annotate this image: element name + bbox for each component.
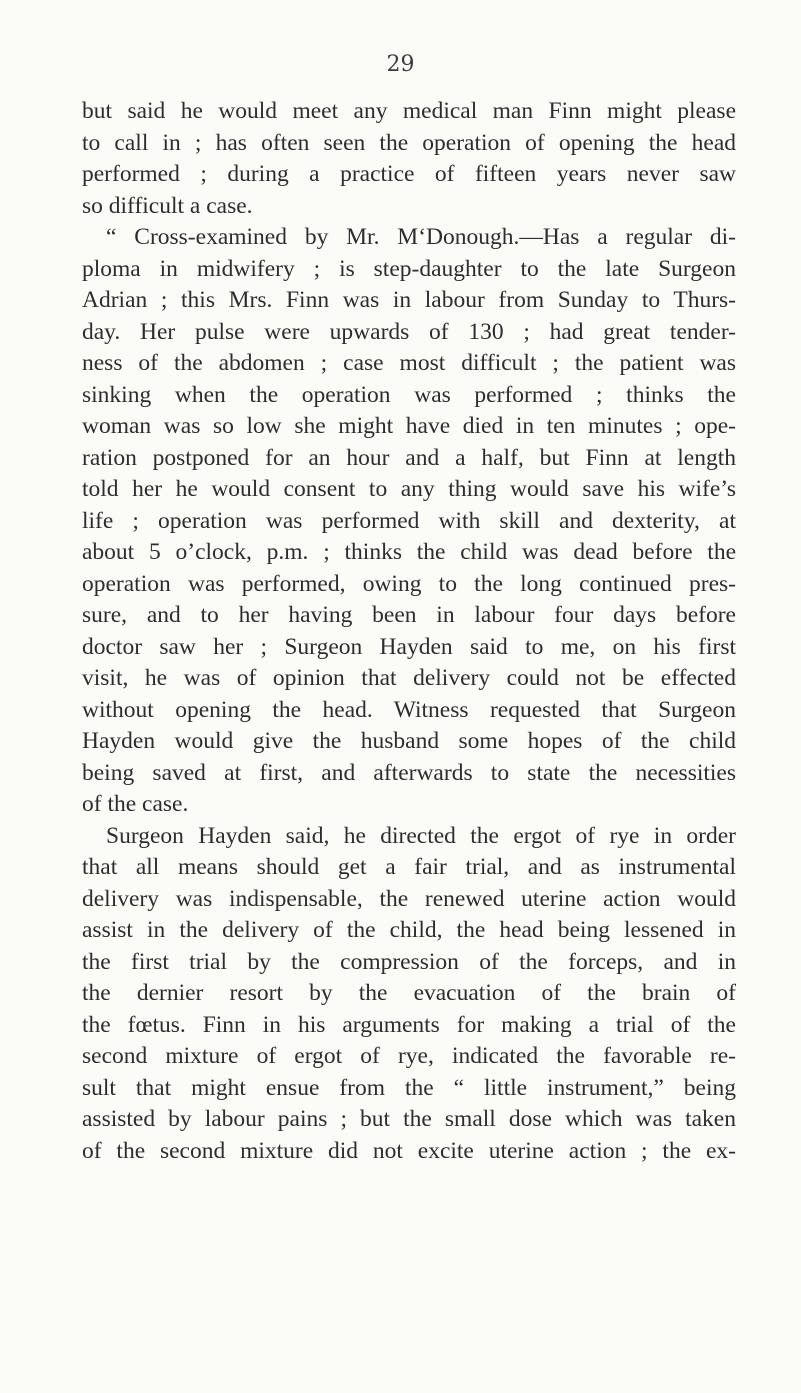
text-line: the fœtus. Finn in his arguments for making a trial of the bbox=[82, 1011, 736, 1038]
text-line: the first trial by the compression of the forceps, and in bbox=[82, 948, 736, 975]
text-line: “ Cross-examined by Mr. M‘Donough.—Has a regular di- bbox=[106, 224, 736, 250]
text-line: delivery was indispensable, the renewed uterine action would bbox=[82, 885, 736, 912]
text-line: performed ; during a practice of fifteen years never saw bbox=[82, 161, 736, 187]
text-line: operation was performed, owing to the long continued pres- bbox=[82, 570, 736, 597]
text-line: that all means should get a fair trial, and as instrumental bbox=[82, 854, 736, 880]
text-line: visit, he was of opinion that delivery could not be effected bbox=[82, 665, 736, 691]
text-line: second mixture of ergot of rye, indicated the favorable re- bbox=[82, 1043, 736, 1069]
text-line: assisted by labour pains ; but the small dose which was taken bbox=[82, 1106, 736, 1132]
text-line: life ; operation was performed with skill and dexterity, at bbox=[82, 507, 736, 534]
text-line: Surgeon Hayden said, he directed the ergot of rye in order bbox=[106, 822, 736, 849]
text-line: Hayden would give the husband some hopes of the child bbox=[82, 728, 736, 754]
text-line: ness of the abdomen ; case most difficult ; the patient was bbox=[82, 350, 736, 376]
text-line: to call in ; has often seen the operation of opening the head bbox=[82, 129, 736, 156]
text-line: being saved at first, and afterwards to state the necessities bbox=[82, 759, 736, 786]
text-line: ration postponed for an hour and a half, but Finn at length bbox=[82, 444, 736, 471]
text-line: ploma in midwifery ; is step-daughter to the late Surgeon bbox=[82, 255, 736, 282]
page-number: 29 bbox=[386, 52, 415, 77]
text-line: of the case. bbox=[82, 791, 189, 817]
text-line: woman was so low she might have died in ten minutes ; ope- bbox=[82, 413, 736, 439]
text-line: Adrian ; this Mrs. Finn was in labour from Sunday to Thurs- bbox=[82, 287, 736, 313]
text-line: sinking when the operation was performed ; thinks the bbox=[82, 381, 736, 408]
text-line: told her he would consent to any thing would save his wife’s bbox=[82, 476, 736, 502]
text-line: the dernier resort by the evacuation of the brain of bbox=[82, 980, 736, 1006]
text-line: day. Her pulse were upwards of 130 ; had great tender- bbox=[82, 318, 736, 345]
text-line: of the second mixture did not excite uterine action ; the ex- bbox=[82, 1137, 736, 1164]
text-line: sult that might ensue from the “ little instrument,” being bbox=[82, 1074, 736, 1101]
text-line: but said he would meet any medical man Finn might please bbox=[82, 98, 736, 124]
text-line: so difficult a case. bbox=[82, 192, 253, 219]
text-line: about 5 o’clock, p.m. ; thinks the child was dead before the bbox=[82, 539, 736, 565]
text-line: assist in the delivery of the child, the head being lessened in bbox=[82, 917, 736, 943]
text-line: doctor saw her ; Surgeon Hayden said to me, on his first bbox=[82, 633, 736, 660]
text-line: without opening the head. Witness requested that Surgeon bbox=[82, 696, 736, 723]
body-text bbox=[82, 96, 736, 1167]
text-line: sure, and to her having been in labour four days before bbox=[82, 602, 736, 628]
